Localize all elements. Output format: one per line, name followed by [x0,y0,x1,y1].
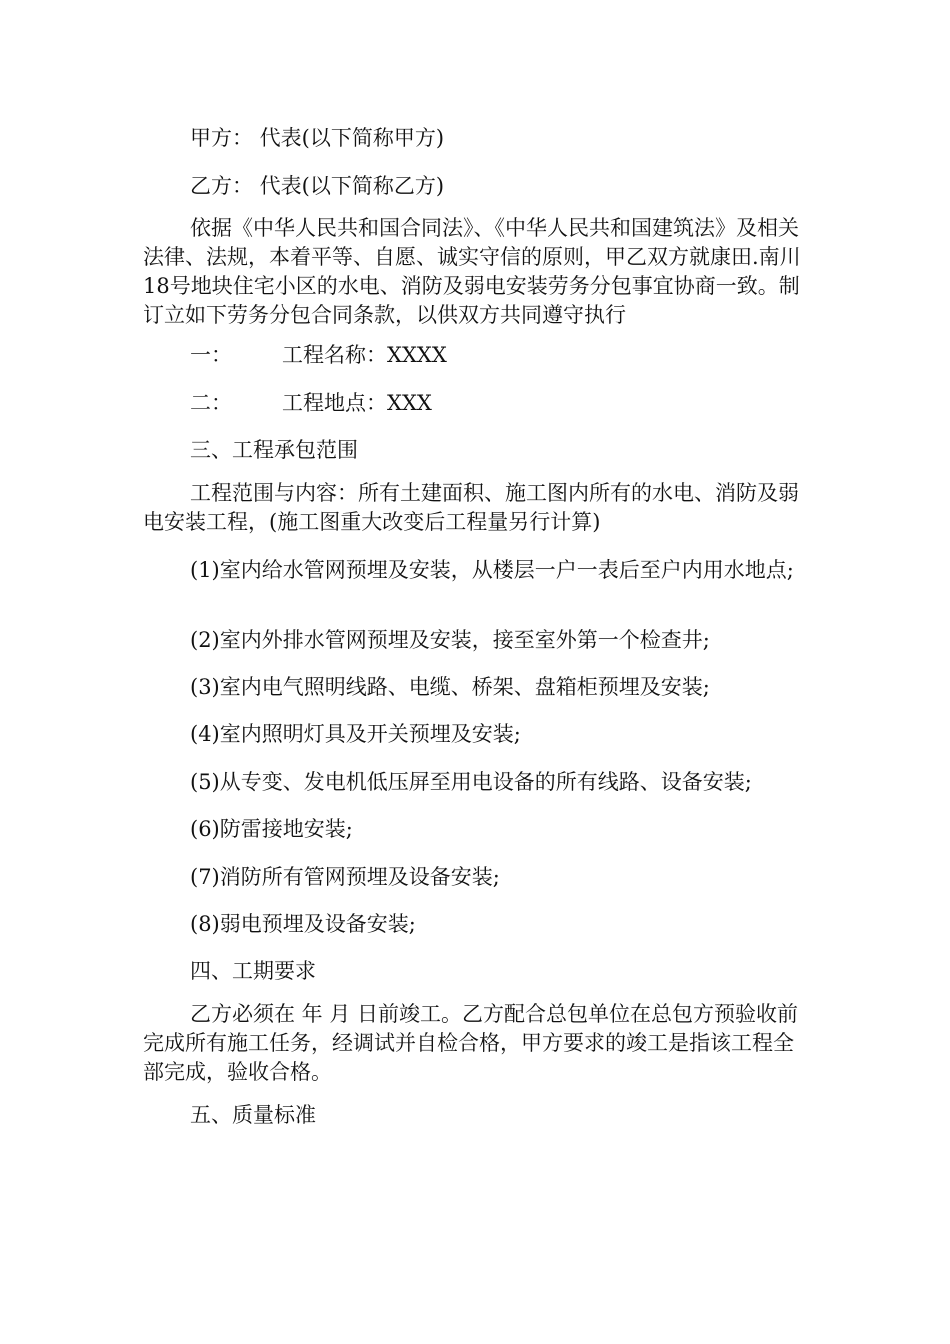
project-location-number: 二： [190,391,232,415]
scope-item-7: (7)消防所有管网预埋及设备安装; [190,865,500,889]
project-location-line [143,389,807,418]
project-name-number: 一： [190,343,232,367]
party-b-line: 乙方： 代表(以下简称乙方) [190,174,445,198]
scope-item-1: (1)室内给水管网预埋及安装，从楼层一户一表后至户内用水地点; [190,558,794,582]
scope-item-3: (3)室内电气照明线路、电缆、桥架、盘箱柜预埋及安装; [190,675,710,699]
scope-item-2: (2)室内外排水管网预埋及安装，接至室外第一个检查井; [190,628,710,652]
project-location-text: 工程地点：XXX [282,391,432,415]
section-3-heading: 三、工程承包范围 [190,438,358,462]
schedule-paragraph: 乙方必须在 年 月 日前竣工。乙方配合总包单位在总包方预验收前完成所有施工任务，经调试并自检合格，甲方要求的竣工是指该工程全部完成，验收合格。 [143,1002,799,1084]
intro-paragraph: 依据《中华人民共和国合同法》、《中华人民共和国建筑法》及相关法律、法规，本着平等、自愿、诚实守信的原则，甲乙双方就康田.南川18号地块住宅小区的水电、消防及弱电安装劳务分包事宜协商一致。制订立如下劳务分包合同条款，以供双方共同遵守执行 [143,216,801,327]
project-name-text: 工程名称：XXXX [282,343,447,367]
section-5-heading: 五、质量标准 [190,1103,316,1127]
scope-item-4: (4)室内照明灯具及开关预埋及安装; [190,722,521,746]
section-4-heading: 四、工期要求 [190,959,316,983]
scope-item-6: (6)防雷接地安装; [190,817,353,841]
scope-paragraph: 工程范围与内容：所有土建面积、施工图内所有的水电、消防及弱电安装工程，(施工图重大改变后工程量另行计算) [143,481,799,534]
party-a-line: 甲方： 代表(以下简称甲方) [190,126,445,150]
project-name-line [143,341,807,370]
scope-item-8: (8)弱电预埋及设备安装; [190,912,416,936]
scope-item-5: (5)从专变、发电机低压屏至用电设备的所有线路、设备安装; [190,770,752,794]
